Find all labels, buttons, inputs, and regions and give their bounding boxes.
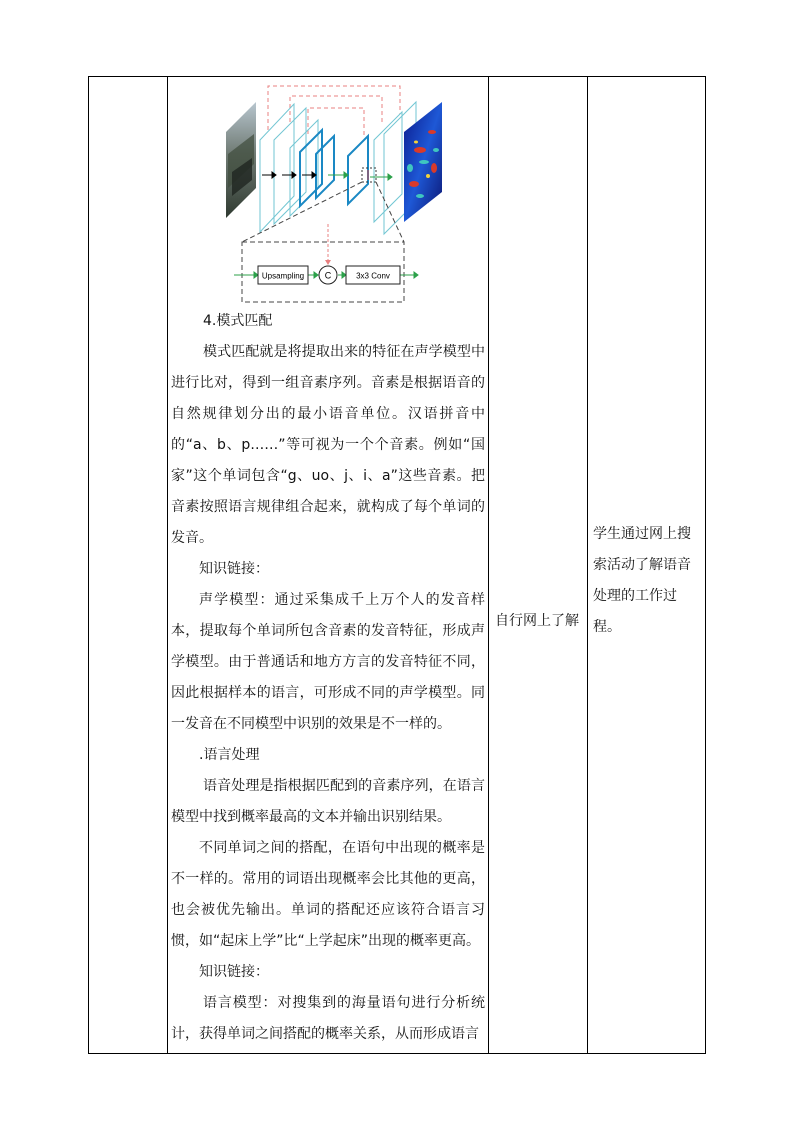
word-collocation-paragraph: 不同单词之间的搭配，在语句中出现的概率是不一样的。常用的词语出现概率会比其他的更高，也会被优先输出。单词的搭配还应该符合语言习惯，如“起床上学”比“上学起床”出现的概率更高。 [171,840,485,949]
section-title: 4.模式匹配 [203,313,273,329]
knowledge-link-label: 知识链接： [199,964,269,980]
student-activity-cell: 自行网上了解 [495,613,579,629]
column-divider [167,77,168,1053]
knowledge-link-label: 知识链接： [199,561,269,577]
column-divider [488,77,489,1053]
acoustic-model-paragraph: 声学模型：通过采集成千上万个人的发音样本，提取每个单词所包含音素的发音特征，形成声学模型。由于普通话和地方方言的发音特征不同，因此根据样本的语言，可形成不同的声学模型。同一发音在不同模型中识别的效果是不一样的。 [171,592,485,732]
upsampling-label: Upsampling [261,271,305,281]
lesson-content [171,306,485,1050]
unet-diagram-figure [224,84,454,306]
design-intent-cell: 学生通过网上搜索活动了解语音处理的工作过程。 [593,526,691,635]
speech-processing-paragraph: 语音处理是指根据匹配到的音素序列，在语言模型中找到概率最高的文本并输出识别结果。 [171,778,485,825]
subsection-title: .语言处理 [199,747,260,763]
concat-label: C [324,270,332,281]
conv-label: 3x3 Conv [356,271,390,281]
language-model-paragraph: 语言模型：对搜集到的海量语句进行分析统计，获得单词之间搭配的概率关系，从而形成语言 [171,995,485,1042]
pattern-matching-paragraph: 模式匹配就是将提取出来的特征在声学模型中进行比对，得到一组音素序列。音素是根据语音的自然规律划分出的最小语音单位。汉语拼音中的“a、b、p……”等可视为一个个音素。例如“国家”这个单词包含“g、uo、j、i、a”这些音素。把音素按照语言规律组合起来，就构成了每个单词的发音。 [171,344,485,546]
column-divider [587,77,588,1053]
